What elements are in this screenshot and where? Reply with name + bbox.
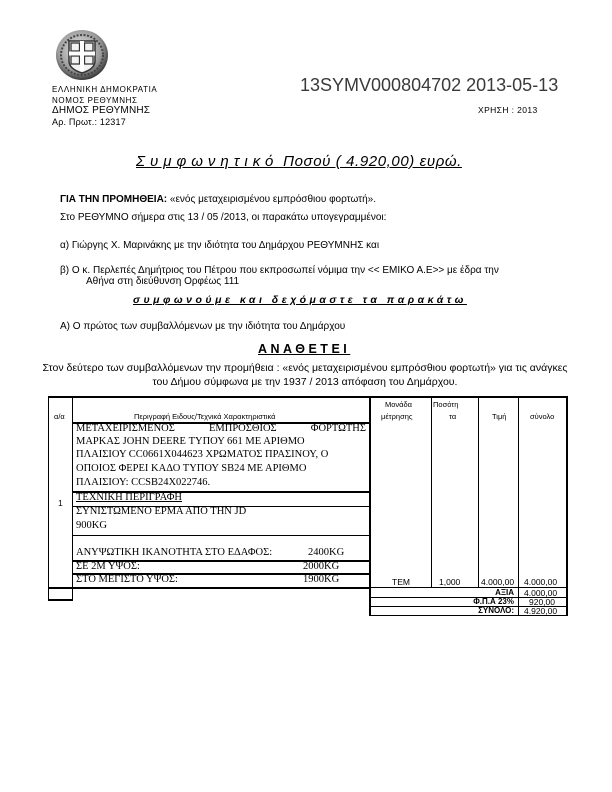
col-divider bbox=[478, 396, 479, 588]
description-line: ΠΛΑΙΣΙΟΥ CC0661X044623 ΧΡΩΜΑΤΟΣ ΠΡΑΣΙΝΟΥ, Ο bbox=[76, 449, 329, 460]
col-divider bbox=[431, 396, 432, 588]
header-qty-line1: Ποσότη bbox=[433, 400, 459, 409]
table-left-border bbox=[48, 396, 49, 600]
title-prefix: Συμφωνητικό bbox=[136, 153, 279, 170]
header-total: σύνολο bbox=[530, 412, 555, 421]
lift-ground-value: 2400KG bbox=[308, 547, 345, 558]
assign-paragraph: Στον δεύτερο των συμβαλλόμενων την προμήθεια : «ενός μεταχειρισμένου εμπρόσθιου φορτωτή» για τις ανάγκες του Δήμου σύμφωνα με την 1937 / 2013 απόφαση του Δημάρχου. bbox=[42, 362, 568, 388]
tech-heading: ΤΕΧΝΙΚΗ ΠΕΡΙΓΡΑΦΗ bbox=[76, 492, 182, 503]
fiscal-year: ΧΡΗΣΗ : 2013 bbox=[478, 105, 538, 115]
grand-total-value: 4.920,00 bbox=[524, 606, 558, 616]
subtotal-label: ΑΞΙΑ bbox=[495, 588, 514, 597]
header-description: Περιγραφή Ειδους/Τεχνικά Χαρακτηριστικά bbox=[134, 412, 276, 421]
header-price: Τιμή bbox=[492, 412, 507, 421]
table-bottom-border bbox=[48, 599, 73, 601]
lift-ground-label: ΑΝΥΨΩΤΙΚΗ ΙΚΑΝΟΤΗΤΑ ΣΤΟ ΕΔΑΦΟΣ: bbox=[76, 547, 273, 558]
vat-label: Φ.Π.Α 23% bbox=[473, 597, 514, 606]
first-party-line: Α) Ο πρώτος των συμβαλλόμενων με την ιδιότητα του Δημάρχου bbox=[60, 321, 346, 332]
col-divider bbox=[72, 396, 73, 600]
weight-line1: ΣΥΝΙΣΤΩΜΕΝΟ ΕΡΜΑ ΑΠΟ ΤΗΝ JD bbox=[76, 506, 247, 517]
description-line: ΟΠΟΙΟΣ ΦΕΡΕΙ ΚΑΔΟ ΤΥΠΟΥ SB24 ΜΕ ΑΡΙΘΜΟ bbox=[76, 463, 307, 474]
country-label: ΕΛΛΗΝΙΚΗ ΔΗΜΟΚΡΑΤΙΑ bbox=[52, 85, 158, 94]
procurement-label: ΓΙΑ ΤΗΝ ΠΡΟΜΗΘΕΙΑ: bbox=[60, 194, 168, 205]
lift-max-label: ΣΤΟ ΜΕΓΙΣΤΟ ΥΨΟΣ: bbox=[76, 574, 178, 585]
table-top-border bbox=[48, 396, 568, 398]
document-title bbox=[136, 153, 462, 170]
protocol-number: Αρ. Πρωτ.: 12317 bbox=[52, 117, 126, 127]
lift-2m-label: ΣΕ 2Μ ΥΨΟΣ: bbox=[76, 561, 140, 572]
header-unit-line1: Μονάδα bbox=[385, 400, 413, 409]
agree-heading: συμφωνούμε και δεχόμαστε τα παρακάτω bbox=[133, 294, 467, 306]
header-unit-line2: μέτρησης bbox=[381, 412, 413, 421]
description-line: ΜΕΤΑΧΕΙΡΙΣΜΕΝΟΣ ΕΜΠΡΟΣΘΙΟΣ ΦΟΡΤΩΤΗΣ bbox=[76, 423, 366, 434]
description-line: ΜΑΡΚΑΣ JOHN DEERE ΤΥΠΟΥ 661 ΜΕ ΑΡΙΘΜΟ bbox=[76, 436, 305, 447]
procurement-text: «ενός μεταχειρισμένου εμπρόσθιου φορτωτή». bbox=[169, 194, 376, 205]
party-b-line2: Αθήνα στη διεύθυνση Ορφέως 111 bbox=[86, 276, 240, 287]
row-line bbox=[72, 535, 370, 536]
header-index: α/α bbox=[54, 412, 65, 421]
municipality-label: ΔΗΜΟΣ ΡΕΘΥΜΝΗΣ bbox=[52, 105, 151, 116]
row-quantity: 1,000 bbox=[439, 577, 461, 587]
party-b-line1: β) Ο κ. Περλεπές Δημήτριος του Πέτρου που εκπροσωπεί νόμιμα την << ΕΜΙΚΟ Α.Ε>> με έδρα την bbox=[60, 265, 499, 276]
row-unit: ΤΕΜ bbox=[392, 577, 410, 587]
lift-max-value: 1900KG bbox=[303, 574, 340, 585]
row-line bbox=[48, 587, 370, 589]
row-total: 4.000,00 bbox=[524, 577, 558, 587]
place-date-line: Στο ΡΕΘΥΜΝΟ σήμερα στις 13 / 05 /2013, οι παρακάτω υπογεγραμμένοι: bbox=[60, 212, 387, 223]
col-divider bbox=[518, 396, 519, 616]
prefecture-label: ΝΟΜΟΣ ΡΕΘΥΜΝΗΣ bbox=[52, 96, 138, 105]
lift-2m-value: 2000KG bbox=[303, 561, 340, 572]
assigns-heading: ΑΝΑΘΕΤΕΙ bbox=[258, 342, 351, 356]
row-index: 1 bbox=[58, 498, 63, 508]
greek-state-emblem-icon bbox=[54, 28, 110, 82]
description-line: ΠΛΑΙΣΙΟΥ: CCSB24X022746. bbox=[76, 477, 211, 488]
party-a: α) Γιώργης Χ. Μαρινάκης με την ιδιότητα του Δημάρχου ΡΕΘΥΜΝΗΣ και bbox=[60, 240, 380, 251]
title-amount: Ποσού ( 4.920,00) ευρώ. bbox=[283, 153, 462, 170]
table-right-border bbox=[566, 396, 568, 616]
weight-line2: 900KG bbox=[76, 520, 107, 531]
header-qty-line2: τα bbox=[449, 412, 457, 421]
document-code: 13SYMV000804702 2013-05-13 bbox=[300, 75, 559, 95]
vat-value: 920,00 bbox=[529, 597, 555, 607]
items-table bbox=[48, 396, 568, 616]
subtotal-value: 4.000,00 bbox=[524, 588, 558, 598]
procurement-line bbox=[60, 194, 376, 205]
row-price: 4.000,00 bbox=[481, 577, 515, 587]
grand-total-label: ΣΥΝΟΛΟ: bbox=[478, 606, 514, 615]
